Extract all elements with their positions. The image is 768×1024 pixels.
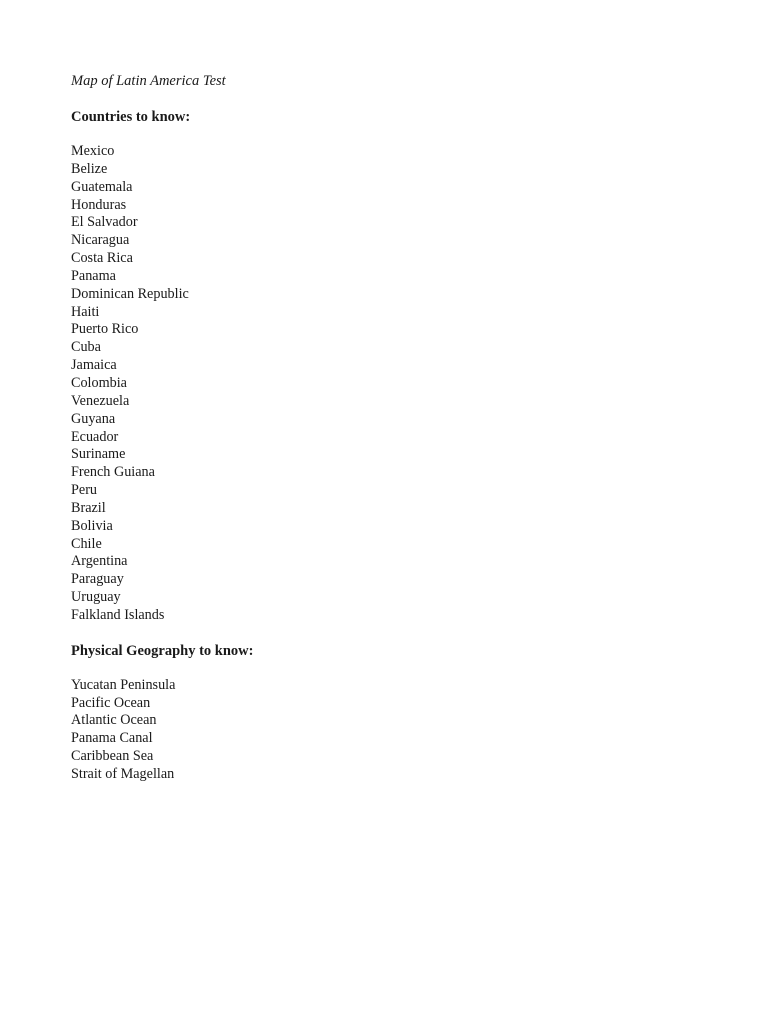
country-list-item: El Salvador — [71, 214, 138, 231]
physical-feature-list-item: Pacific Ocean — [71, 694, 151, 711]
country-list-item: Haiti — [71, 303, 100, 320]
country-list-item: Puerto Rico — [71, 321, 139, 338]
country-list-item: Peru — [71, 482, 98, 499]
country-list-item: Paraguay — [71, 571, 124, 588]
document-title: Map of Latin America Test — [71, 73, 226, 89]
countries-heading: Countries to know: — [71, 109, 191, 125]
country-list-item: Suriname — [71, 446, 126, 463]
physical-geography-heading: Physical Geography to know: — [71, 642, 254, 659]
country-list-item: Bolivia — [71, 517, 113, 534]
physical-feature-list-item: Caribbean Sea — [71, 748, 154, 765]
country-list-item: Mexico — [71, 143, 115, 159]
country-list-item: Brazil — [71, 499, 106, 516]
physical-geography-list — [71, 677, 691, 784]
country-list-item: Belize — [71, 160, 108, 177]
country-list-item: Cuba — [71, 339, 101, 356]
document-page — [71, 72, 691, 784]
country-list-item: Falkland Islands — [71, 606, 165, 623]
country-list-item: Chile — [71, 535, 102, 552]
country-list-item: Jamaica — [71, 357, 117, 374]
physical-feature-list-item: Yucatan Peninsula — [71, 676, 176, 693]
physical-feature-list-item: Strait of Magellan — [71, 766, 175, 782]
country-list-item: Guyana — [71, 410, 116, 427]
country-list-item: Panama — [71, 267, 116, 284]
country-list-item: Costa Rica — [71, 250, 133, 267]
country-list-item: Ecuador — [71, 428, 119, 445]
country-list-item: Colombia — [71, 374, 127, 391]
country-list-item: French Guiana — [71, 464, 155, 481]
country-list-item: Argentina — [71, 553, 128, 570]
physical-feature-list-item: Panama Canal — [71, 730, 153, 747]
country-list-item: Uruguay — [71, 589, 121, 606]
country-list-item: Venezuela — [71, 392, 130, 409]
physical-feature-list-item: Atlantic Ocean — [71, 712, 157, 729]
country-list-item: Dominican Republic — [71, 285, 189, 302]
countries-list — [71, 143, 691, 625]
country-list-item: Nicaragua — [71, 232, 130, 249]
country-list-item: Guatemala — [71, 178, 133, 195]
country-list-item: Honduras — [71, 196, 127, 213]
